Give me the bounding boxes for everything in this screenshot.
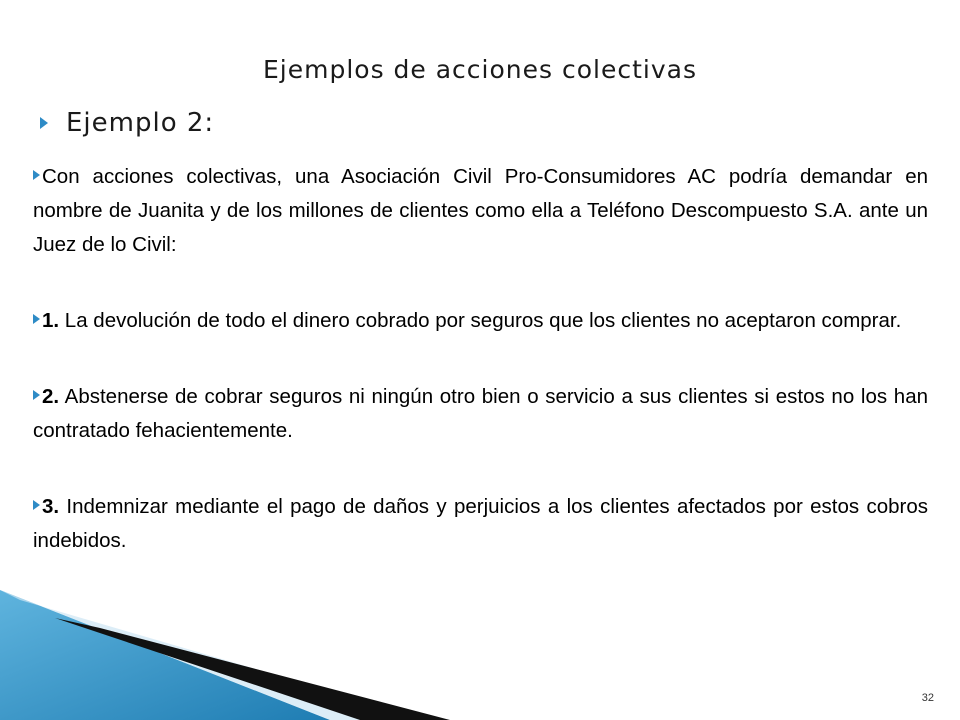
triangle-right-icon	[33, 170, 40, 180]
point-3	[33, 490, 928, 558]
triangle-right-icon	[33, 390, 40, 400]
point-1-number: 1.	[42, 309, 60, 332]
point-1-text: La devolución de todo el dinero cobrado por seguros que los clientes no aceptaron comprar.	[59, 309, 902, 332]
point-3-text: Indemnizar mediante el pago de daños y perjuicios a los clientes afectados por estos cobros indebidos.	[33, 495, 928, 552]
triangle-right-icon	[40, 117, 48, 129]
page-number: 32	[921, 692, 934, 704]
point-2-text: Abstenerse de cobrar seguros ni ningún otro bien o servicio a sus clientes si estos no los han contratado fehacientemente.	[33, 385, 928, 442]
triangle-right-icon	[33, 500, 40, 510]
triangle-right-icon	[33, 314, 40, 324]
point-2-number: 2.	[42, 385, 60, 408]
example-heading	[40, 108, 214, 138]
point-1	[33, 304, 928, 338]
example-heading-text: Ejemplo 2:	[66, 108, 215, 138]
point-3-number: 3.	[42, 495, 60, 518]
point-2	[33, 380, 928, 448]
corner-decoration	[0, 590, 460, 720]
slide-content	[33, 160, 928, 600]
intro-text: Con acciones colectivas, una Asociación Civil Pro-Consumidores AC podría demandar en nombre de Juanita y de los millones de clientes como ella a Teléfono Descompuesto S.A. ante un Juez de lo Civil:	[33, 165, 928, 256]
intro-paragraph	[33, 160, 928, 262]
slide-title: Ejemplos de acciones colectivas	[262, 55, 697, 84]
